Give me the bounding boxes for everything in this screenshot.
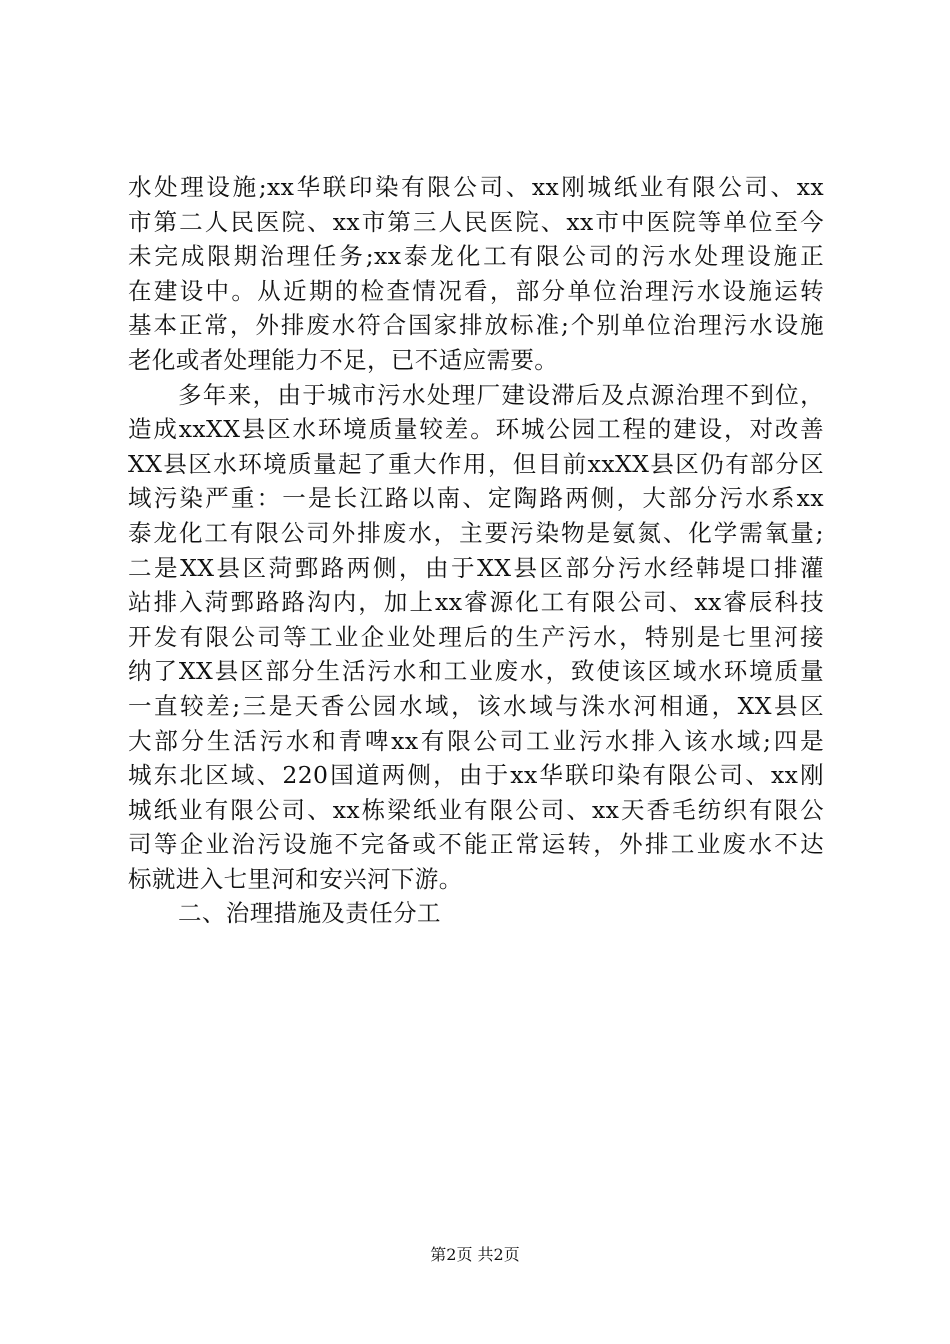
text-line: 一直较差;三是天香公园水域，该水域与洙水河相通，XX县区	[128, 691, 824, 720]
page-footer: 第2页 共2页	[430, 1245, 520, 1264]
text-line: 泰龙化工有限公司外排废水，主要污染物是氨氮、化学需氧量;	[128, 518, 824, 547]
text-line: 二是XX县区菏鄄路两侧，由于XX县区部分污水经韩堤口排灌	[128, 553, 824, 582]
text-line: 水处理设施;xx华联印染有限公司、xx刚城纸业有限公司、xx	[128, 173, 824, 201]
text-line: 司等企业治污设施不完备或不能正常运转，外排工业废水不达	[128, 830, 824, 859]
text-line: 标就进入七里河和安兴河下游。	[128, 864, 463, 893]
text-line: 老化或者处理能力不足，已不适应需要。	[128, 345, 559, 374]
paragraph-first-line: 多年来，由于城市污水处理厂建设滞后及点源治理不到位，	[178, 380, 824, 409]
text-line: 大部分生活污水和青啤xx有限公司工业污水排入该水域;四是	[128, 726, 824, 755]
document-body	[128, 170, 824, 931]
text-line: 基本正常，外排废水符合国家排放标准;个别单位治理污水设施	[128, 311, 824, 340]
text-line: 站排入菏鄄路路沟内，加上xx睿源化工有限公司、xx睿辰科技	[128, 588, 824, 617]
text-line: 纳了XX县区部分生活污水和工业废水，致使该区域水环境质量	[128, 657, 824, 686]
text-line: 在建设中。从近期的检查情况看，部分单位治理污水设施运转	[128, 276, 824, 305]
text-line: 城纸业有限公司、xx栋梁纸业有限公司、xx天香毛纺织有限公	[128, 795, 824, 824]
text-line: 造成xxXX县区水环境质量较差。环城公园工程的建设，对改善	[128, 415, 824, 444]
text-line: XX县区水环境质量起了重大作用，但目前xxXX县区仍有部分区	[128, 449, 824, 478]
text-line: 市第二人民医院、xx市第三人民医院、xx市中医院等单位至今	[128, 207, 824, 236]
text-line: 城东北区域、220国道两侧，由于xx华联印染有限公司、xx刚	[128, 761, 824, 790]
paragraph-first-line: 二、治理措施及责任分工	[178, 899, 441, 928]
text-line: 域污染严重：一是长江路以南、定陶路两侧，大部分污水系xx	[128, 484, 824, 513]
text-line: 未完成限期治理任务;xx泰龙化工有限公司的污水处理设施正	[128, 242, 824, 271]
text-line: 开发有限公司等工业企业处理后的生产污水，特别是七里河接	[128, 622, 824, 651]
